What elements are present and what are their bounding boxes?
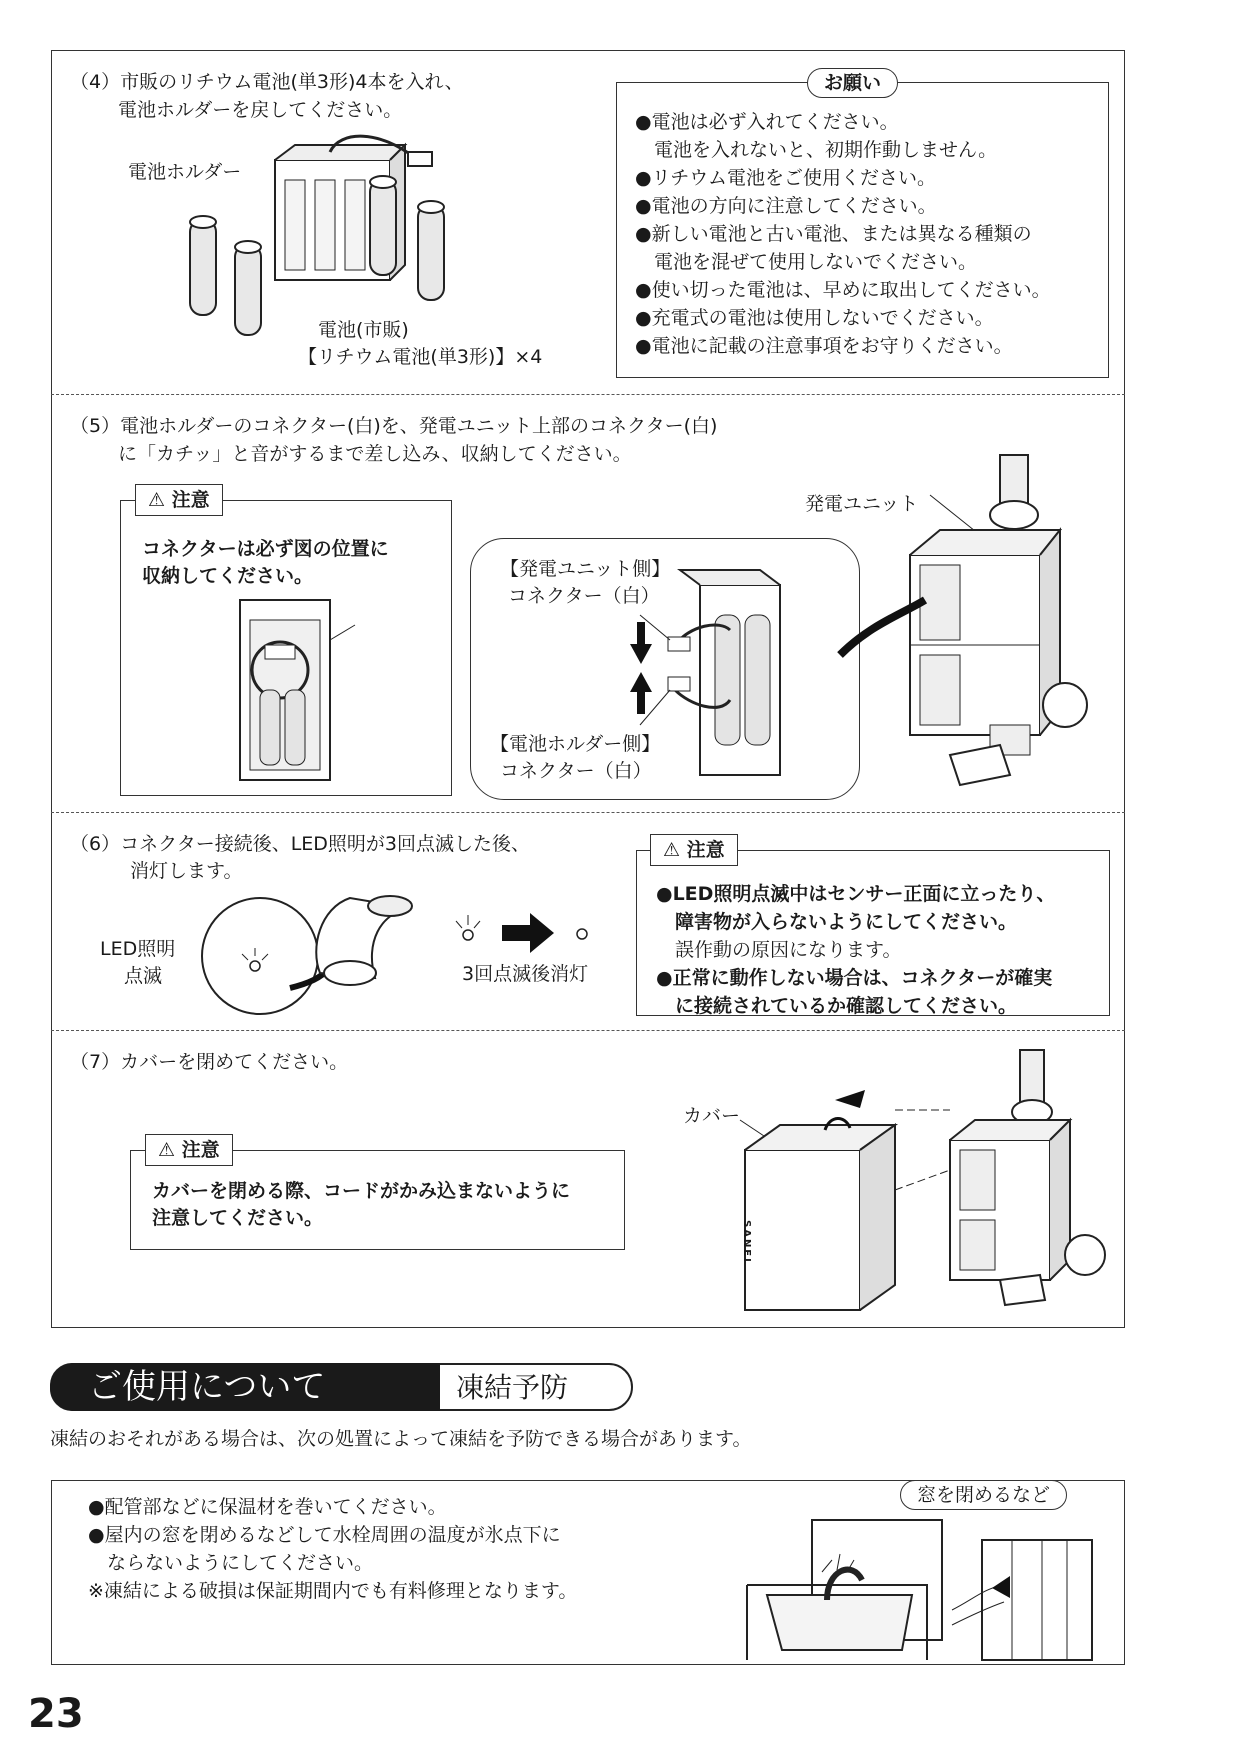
section-subheading: 凍結予防 — [456, 1371, 569, 1404]
divider — [51, 394, 1125, 395]
battery-spec-label: 【リチウム電池(単3形)】×4 — [298, 346, 543, 368]
caution-title: 注意 — [181, 1139, 220, 1161]
freeze-list — [88, 1493, 577, 1605]
arrow-up-icon — [630, 672, 652, 714]
gen-side-label2: コネクター（白） — [508, 585, 660, 607]
sink-window-illustration — [742, 1490, 1102, 1660]
warning-icon: ⚠ — [148, 489, 166, 511]
cover-label: カバー — [683, 1105, 741, 1127]
cover-illustration — [740, 1090, 1120, 1315]
caution-tag-6 — [650, 834, 738, 866]
caution-title: 注意 — [171, 489, 210, 511]
step7-text-line1: （7）カバーを閉めてください。 — [70, 1051, 349, 1073]
caution-item: ●正常に動作しない場合は、コネクターが確実 — [656, 967, 1053, 989]
caution-5-line2: 収納してください。 — [142, 565, 314, 587]
freeze-item: ならないようにしてください。 — [88, 1552, 374, 1574]
section-heading: ご使用について — [88, 1367, 326, 1407]
caution-7-line1: カバーを閉める際、コードがかみ込まないように — [152, 1180, 571, 1202]
connector-position-illustration — [235, 600, 355, 780]
page-number: 23 — [28, 1691, 84, 1737]
step4-text-line1: （4）市販のリチウム電池(単3形)4本を入れ、 — [70, 71, 464, 93]
caution-item: 障害物が入らないようにしてください。 — [656, 911, 1018, 933]
caution-tag-5 — [135, 484, 223, 516]
divider — [51, 1030, 1125, 1031]
caution-5-line1: コネクターは必ず図の位置に — [142, 538, 389, 560]
warning-icon: ⚠ — [158, 1139, 176, 1161]
request-item: ●充電式の電池は使用しないでください。 — [635, 307, 994, 329]
generator-unit-illustration — [850, 455, 1110, 795]
led-label1: LED照明 — [100, 938, 176, 960]
step4-text-line2: 電池ホルダーを戻してください。 — [118, 99, 403, 121]
request-item: ●使い切った電池は、早めに取出してください。 — [635, 279, 1051, 301]
caution-item: ●LED照明点滅中はセンサー正面に立ったり、 — [656, 883, 1056, 905]
caution-6-list — [656, 880, 1055, 1020]
arrow-right-icon — [502, 913, 554, 953]
warning-icon: ⚠ — [663, 839, 681, 861]
request-item: ●電池の方向に注意してください。 — [635, 195, 937, 217]
led-blink-icon — [453, 905, 483, 945]
off-after-blink-label: 3回点滅後消灯 — [462, 963, 589, 985]
led-off-icon — [575, 927, 589, 941]
caution-7-line2: 注意してください。 — [152, 1207, 324, 1229]
request-item: 電池を混ぜて使用しないでください。 — [635, 251, 978, 273]
step5-text-line1: （5）電池ホルダーのコネクター(白)を、発電ユニット上部のコネクター(白) — [70, 415, 718, 437]
caution-tag-7 — [145, 1134, 233, 1166]
battery-illustration — [180, 140, 470, 340]
freeze-item: ※凍結による破損は保証期間内でも有料修理となります。 — [88, 1580, 578, 1602]
caution-item: に接続されているか確認してください。 — [656, 995, 1018, 1017]
holder-side-label1: 【電池ホルダー側】 — [490, 733, 661, 755]
gen-side-label1: 【発電ユニット側】 — [500, 558, 671, 580]
request-item: ●新しい電池と古い電池、または異なる種類の — [635, 223, 1032, 245]
step6-text-line2: 消灯します。 — [130, 860, 243, 882]
request-item: ●電池に記載の注意事項をお守りください。 — [635, 335, 1013, 357]
arrow-down-icon — [630, 622, 652, 664]
divider — [51, 812, 1125, 813]
request-item: ●電池は必ず入れてください。 — [635, 111, 899, 133]
caution-item: 誤作動の原因になります。 — [656, 939, 902, 961]
led-label2: 点滅 — [124, 965, 163, 987]
freeze-item: ●配管部などに保温材を巻いてください。 — [88, 1496, 447, 1518]
request-item: 電池を入れないと、初期作動しません。 — [635, 139, 998, 161]
step6-text-line1: （6）コネクター接続後、LED照明が3回点滅した後、 — [70, 833, 531, 855]
section-intro: 凍結のおそれがある場合は、次の処置によって凍結を予防できる場合があります。 — [50, 1428, 752, 1450]
request-list — [635, 108, 1051, 360]
step5-text-line2: に「カチッ」と音がするまで差し込み、収納してください。 — [118, 443, 632, 465]
request-item: ●リチウム電池をご使用ください。 — [635, 167, 937, 189]
battery-holder-label: 電池ホルダー — [128, 161, 242, 183]
brand-logo: SANEI — [741, 1220, 752, 1264]
battery-label: 電池(市販) — [318, 319, 409, 341]
caution-title: 注意 — [686, 839, 725, 861]
holder-side-label2: コネクター（白） — [500, 760, 652, 782]
window-label: 窓を閉めるなど — [900, 1480, 1067, 1510]
generator-unit-label: 発電ユニット — [805, 493, 919, 515]
freeze-item: ●屋内の窓を閉めるなどして水栓周囲の温度が氷点下に — [88, 1524, 561, 1546]
request-title: お願い — [807, 68, 898, 98]
led-lamp-illustration — [200, 888, 430, 1018]
